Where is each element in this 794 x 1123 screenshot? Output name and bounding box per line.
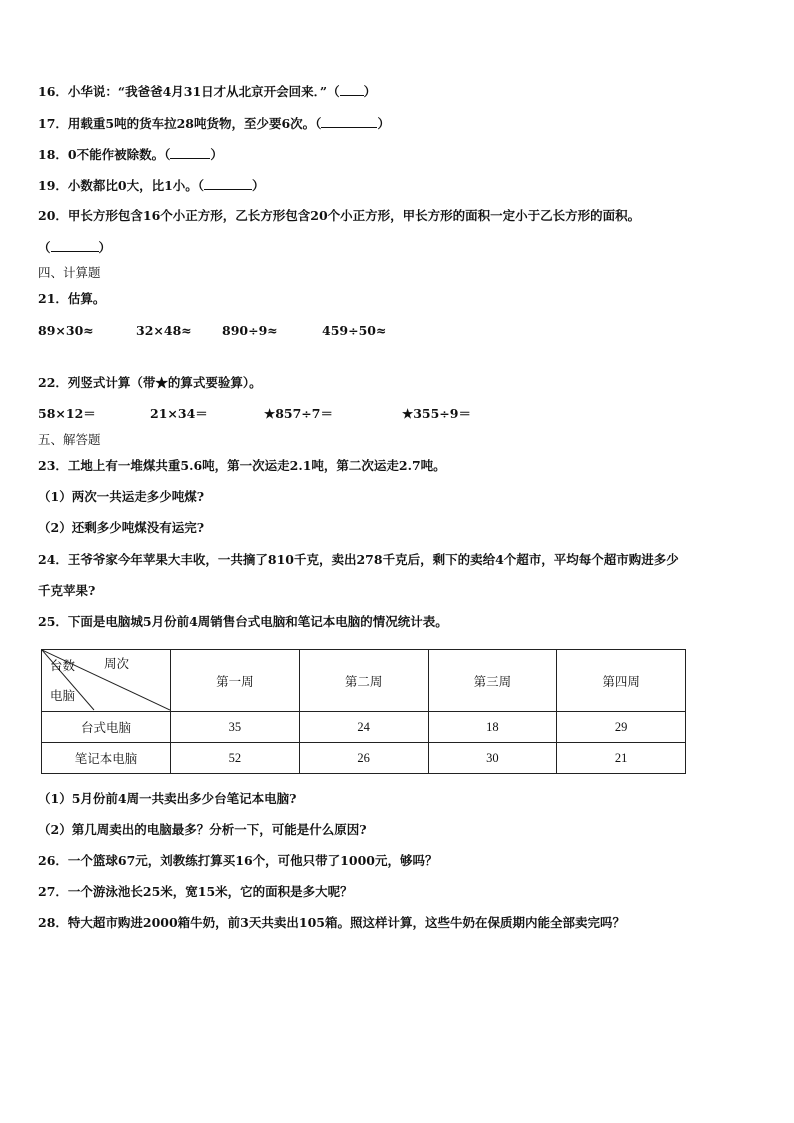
q22-item-3: ★857÷7＝: [264, 406, 333, 421]
q28: 28．特大超市购进2000箱牛奶，前3天共卖出105箱。照这样计算，这些牛奶在保质期内能全部卖完吗？: [38, 915, 625, 930]
q20-open: （: [38, 240, 51, 255]
corner-label-week: 周次: [104, 657, 130, 671]
row-label: 笔记本电脑: [42, 743, 171, 774]
corner-label-computer: 电脑: [50, 689, 76, 703]
q18-text: 18．0不能作被除数。（: [38, 147, 171, 162]
q19: [38, 176, 265, 195]
q24-line-2: 千克苹果?: [38, 583, 96, 598]
column-header: 第一周: [171, 650, 300, 712]
q22-item-1: 58×12＝: [38, 406, 96, 421]
q21: 21．估算。: [38, 291, 106, 306]
q16-text: 16．小华说：“我爸爸4月31日才从北京开会回来．”（: [38, 84, 340, 99]
q17-text: 17．用载重5吨的货车拉28吨货物，至少要6次。（: [38, 116, 322, 131]
table-cell: 35: [171, 712, 300, 743]
corner-label-count: 台数: [50, 659, 76, 673]
table-cell: 21: [557, 743, 686, 774]
q20: [38, 207, 640, 225]
table-cell: 26: [299, 743, 428, 774]
q17-answer-blank[interactable]: [321, 114, 377, 128]
q27: 27．一个游泳池长25米，宽15米，它的面积是多大呢？: [38, 884, 353, 899]
q25-sub-1: （1）5月份前4周一共卖出多少台笔记本电脑?: [38, 791, 297, 806]
q16-answer-blank[interactable]: [340, 82, 364, 96]
q18: [38, 145, 223, 164]
table-cell: 18: [428, 712, 557, 743]
q19-answer-blank[interactable]: [204, 176, 252, 190]
sales-table: [41, 649, 686, 774]
q26: 26．一个篮球67元，刘教练打算买16个，可他只带了1000元，够吗？: [38, 853, 438, 868]
q25: 25．下面是电脑城5月份前4周销售台式电脑和笔记本电脑的情况统计表。: [38, 614, 448, 629]
table-cell: 30: [428, 743, 557, 774]
table-row: [42, 743, 686, 774]
q20-answer-blank[interactable]: [51, 238, 99, 252]
q22-item-4: ★355÷9＝: [402, 406, 471, 421]
q20-answer: [38, 238, 111, 257]
section-4-heading: 四、计算题: [38, 265, 101, 280]
table-corner-cell: [42, 650, 171, 712]
q21-item-4: 459÷50≈: [322, 323, 387, 338]
table-cell: 29: [557, 712, 686, 743]
q16: [38, 82, 376, 101]
q18-answer-blank[interactable]: [170, 145, 210, 159]
column-header: 第四周: [557, 650, 686, 712]
q17-close: ）: [377, 116, 390, 131]
q22: 22．列竖式计算（带★的算式要验算）。: [38, 375, 262, 390]
column-header: 第三周: [428, 650, 557, 712]
q24-line-1: 24．王爷爷家今年苹果大丰收，一共摘了810千克，卖出278千克后，剩下的卖给4个超市，平均每个超市购进多少: [38, 552, 679, 567]
row-label: 台式电脑: [42, 712, 171, 743]
q23-sub-2: （2）还剩多少吨煤没有运完?: [38, 520, 205, 535]
q16-close: ）: [363, 84, 377, 99]
table-row: [42, 712, 686, 743]
q18-close: ）: [210, 147, 223, 162]
q21-item-1: 89×30≈: [38, 323, 94, 338]
section-5-heading: 五、解答题: [38, 432, 101, 447]
q23: 23．工地上有一堆煤共重5.6吨，第一次运走2.1吨，第二次运走2.7吨。: [38, 458, 446, 473]
q19-close: ）: [252, 178, 265, 193]
table-cell: 52: [171, 743, 300, 774]
q20-close: ）: [98, 240, 112, 255]
q23-sub-1: （1）两次一共运走多少吨煤?: [38, 489, 205, 504]
table-cell: 24: [299, 712, 428, 743]
q25-sub-2: （2）第几周卖出的电脑最多？分析一下，可能是什么原因?: [38, 822, 367, 837]
q19-text: 19．小数都比0大，比1小。（: [38, 178, 205, 193]
q22-item-2: 21×34＝: [150, 406, 208, 421]
q21-item-3: 890÷9≈: [222, 323, 278, 338]
table-header-row: [42, 650, 686, 712]
column-header: 第二周: [299, 650, 428, 712]
q21-item-2: 32×48≈: [136, 323, 192, 338]
q20-text: 20．甲长方形包含16个小正方形，乙长方形包含20个小正方形，甲长方形的面积一定小于乙长方形的面积。: [38, 208, 641, 223]
q17: [38, 114, 390, 133]
